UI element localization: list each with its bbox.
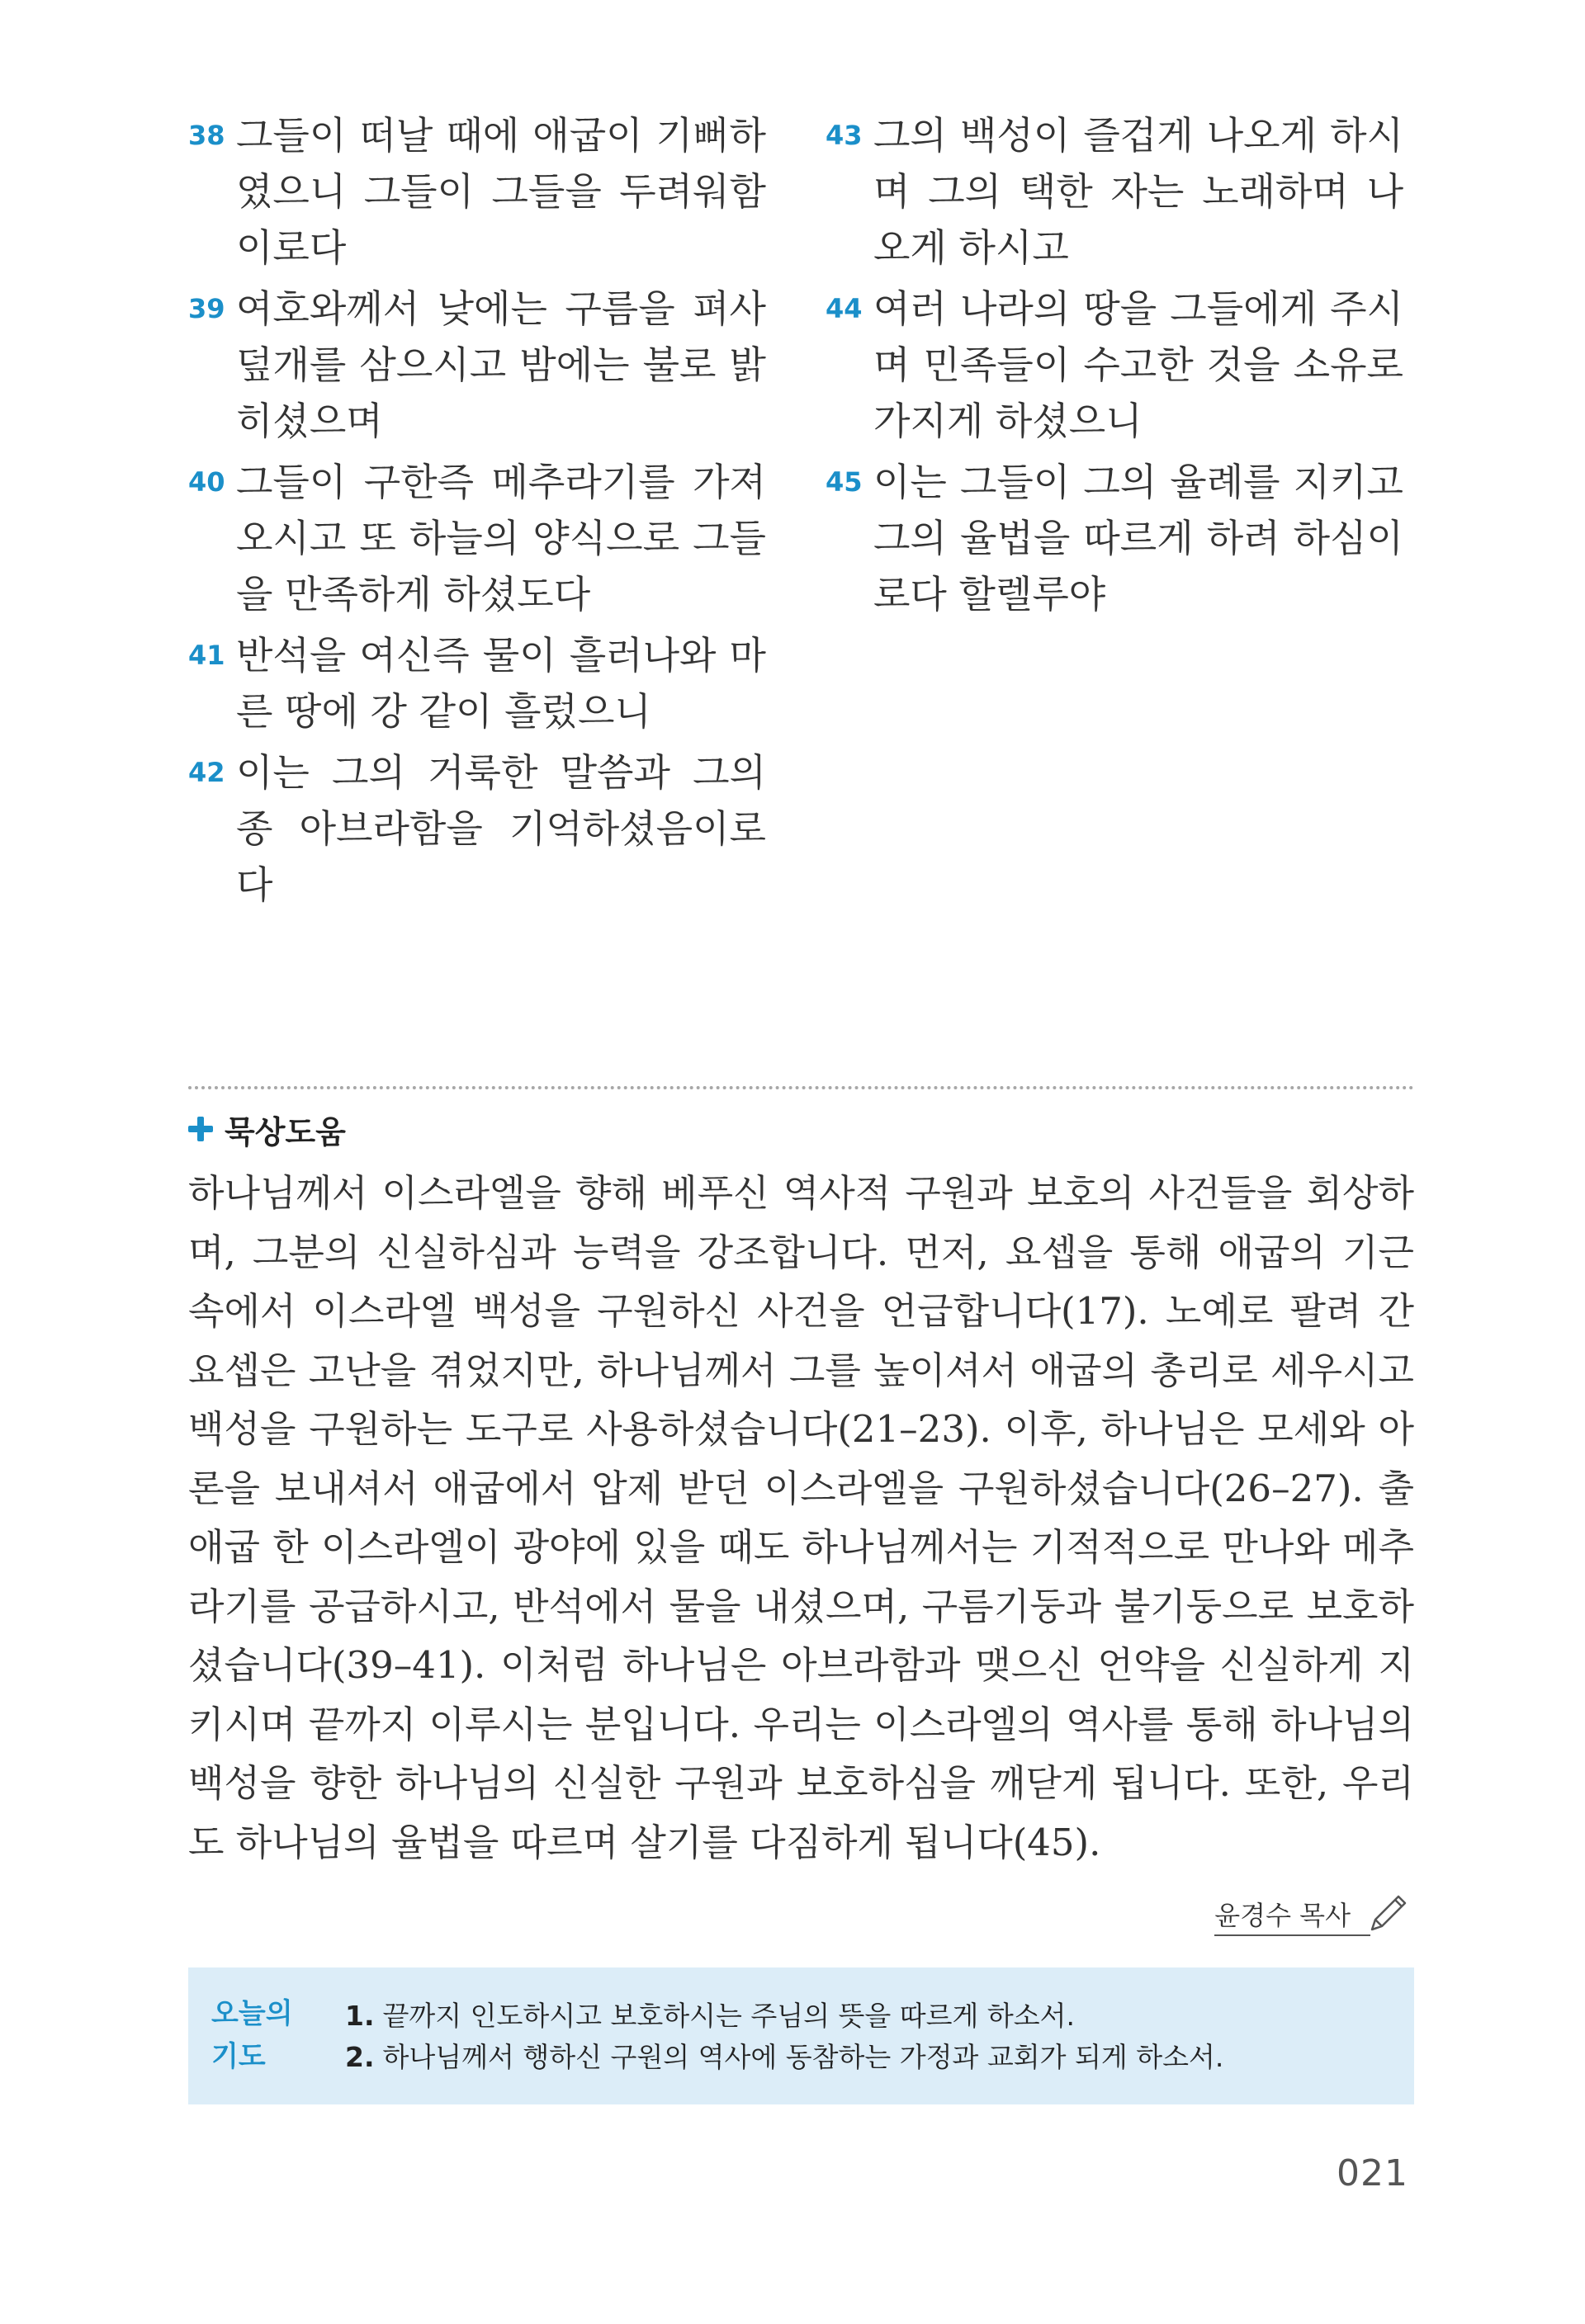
- verses-left-column: [188, 107, 766, 918]
- prayer-items: [345, 1996, 1223, 2078]
- verse-text: 그들이 떠날 때에 애굽이 기뻐하였으니 그들이 그들을 두려워함이로다: [236, 113, 766, 270]
- verse-text: 그의 백성이 즐겁게 나오게 하시며 그의 택한 자는 노래하며 나오게 하시고: [873, 113, 1403, 270]
- verses-right-column: [826, 107, 1403, 627]
- verse: [188, 627, 766, 739]
- verse: [188, 281, 766, 449]
- prayer-item-text: 하나님께서 행하신 구원의 역사에 동참하는 가정과 교회가 되게 하소서.: [382, 2041, 1224, 2073]
- verse: [826, 107, 1403, 276]
- prayer-item: [345, 1996, 1223, 2037]
- prayer-box: [188, 1967, 1414, 2104]
- prayer-item: [345, 2037, 1223, 2078]
- prayer-label: [211, 1992, 302, 2078]
- verse-number: 43: [826, 120, 863, 151]
- author-name: 윤경수 목사: [1214, 1895, 1370, 1936]
- verse-text: 그들이 구한즉 메추라기를 가져 오시고 또 하늘의 양식으로 그들을 만족하게 하셨도다: [236, 460, 766, 616]
- verse-number: 42: [188, 757, 225, 788]
- verse-number: 39: [188, 293, 225, 324]
- verse-number: 38: [188, 120, 225, 151]
- meditation-body: 하나님께서 이스라엘을 향해 베푸신 역사적 구원과 보호의 사건들을 회상하며, 그분의 신실하심과 능력을 강조합니다. 먼저, 요셉을 통해 애굽의 기근 속에서 이스라엘 백성을 구원하신 사건을 언급합니다(17). 노예로 팔려 간 요셉은 고난을 겪었지만, 하나님께서 그를 높이셔서 애굽의 총리로 세우시고 백성을 구원하는 도구로 사용하셨습니다(21–23). 이후, 하나님은 모세와 아론을 보내셔서 애굽에서 압제 받던 이스라엘을 구원하셨습니다(26–27). 출애굽 한 이스라엘이 광야에 있을 때도 하나님께서는 기적적으로 만나와 메추라기를 공급하시고, 반석에서 물을 내셨으며, 구름기둥과 불기둥으로 보호하셨습니다(39–41). 이처럼 하나님은 아브라함과 맺으신 언약을 신실하게 지키시며 끝까지 이루시는 분입니다. 우리는 이스라엘의 역사를 통해 하나님의 백성을 향한 하나님의 신실한 구원과 보호하심을 깨닫게 됩니다. 또한, 우리도 하나님의 율법을 따르며 살기를 다짐하게 됩니다(45).: [188, 1171, 1414, 1864]
- verse-text: 이는 그들이 그의 율례를 지키고 그의 율법을 따르게 하려 하심이로다 할렐루야: [873, 460, 1403, 616]
- verse: [826, 281, 1403, 449]
- prayer-label-line2: 기도: [211, 2040, 266, 2073]
- prayer-item-number: 2.: [345, 2041, 375, 2073]
- verse-text: 여러 나라의 땅을 그들에게 주시며 민족들이 수고한 것을 소유로 가지게 하셨으니: [873, 286, 1403, 443]
- pencil-icon: [1365, 1890, 1412, 1936]
- dotted-divider: [188, 1086, 1414, 1089]
- verse-number: 40: [188, 466, 225, 498]
- meditation-heading: [188, 1106, 346, 1152]
- verse: [826, 454, 1403, 622]
- verse: [188, 107, 766, 276]
- meditation-title: 묵상도움: [225, 1113, 346, 1150]
- verse-text: 여호와께서 낮에는 구름을 펴사 덮개를 삼으시고 밤에는 불로 밝히셨으며: [236, 286, 766, 443]
- prayer-item-number: 1.: [345, 2000, 375, 2032]
- verse: [188, 454, 766, 622]
- verse-number: 44: [826, 293, 863, 324]
- verse-text: 이는 그의 거룩한 말씀과 그의 종 아브라함을 기억하셨음이로다: [236, 750, 766, 907]
- prayer-item-text: 끝까지 인도하시고 보호하시는 주님의 뜻을 따르게 하소서.: [382, 2000, 1075, 2032]
- prayer-label-line1: 오늘의: [211, 1997, 293, 2030]
- author-signature: [1214, 1890, 1412, 1936]
- verse: [188, 744, 766, 913]
- plus-icon: [188, 1117, 213, 1141]
- verse-number: 45: [826, 466, 863, 498]
- verse-number: 41: [188, 640, 225, 671]
- page-number: 021: [1337, 2152, 1408, 2194]
- verse-text: 반석을 여신즉 물이 흘러나와 마른 땅에 강 같이 흘렀으니: [236, 633, 766, 734]
